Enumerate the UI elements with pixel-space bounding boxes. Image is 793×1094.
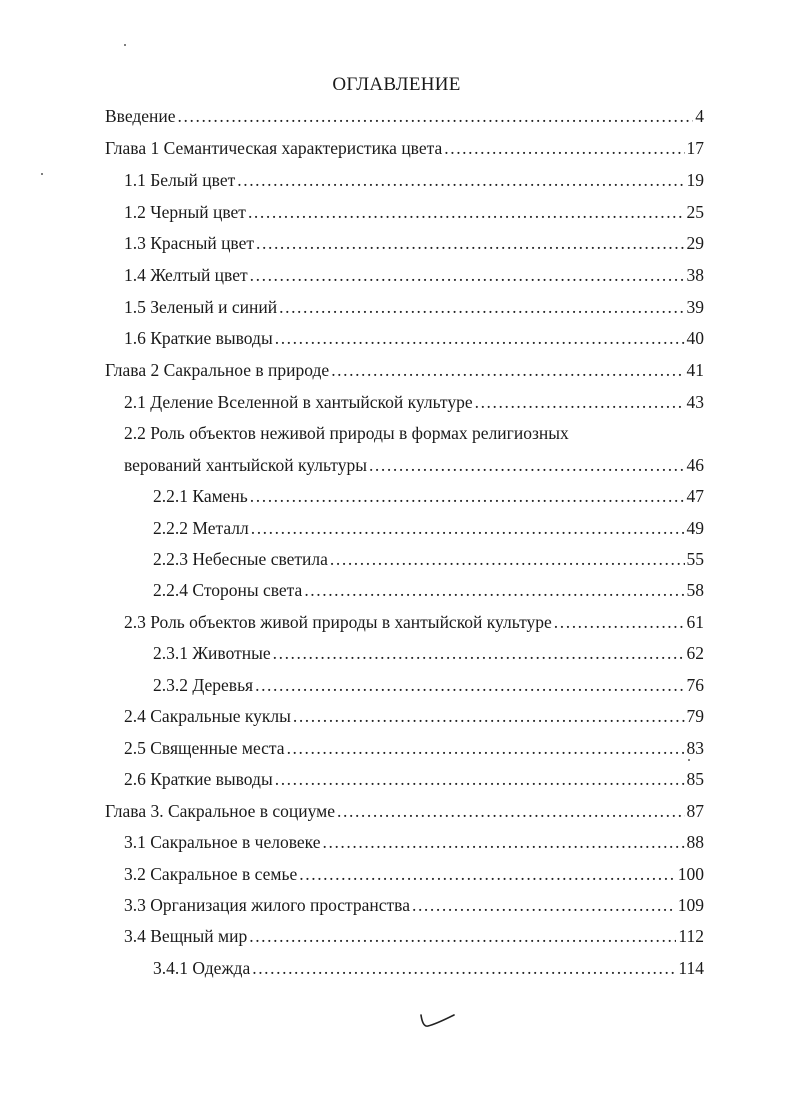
toc-entry-page: 58 xyxy=(686,580,704,600)
toc-entry-label: 3.4 Вещный мир xyxy=(124,926,248,946)
toc-entry-page: 4 xyxy=(695,106,704,126)
toc-entry-page: 87 xyxy=(686,801,704,821)
dot-leader xyxy=(287,738,685,759)
toc-entry-2-1 xyxy=(124,392,704,416)
toc-entry-2-6 xyxy=(124,769,704,793)
dot-leader xyxy=(250,265,685,286)
handwritten-mark xyxy=(418,1012,458,1032)
toc-entry-label: 3.2 Сакральное в семье xyxy=(124,864,298,884)
toc-entry-label: 2.2.3 Небесные светила xyxy=(153,549,328,569)
toc-entry-2-2 xyxy=(124,455,704,479)
toc-entry-label: 3.4.1 Одежда xyxy=(153,958,251,978)
toc-entry-3-1 xyxy=(124,832,704,856)
toc-entry-label: 2.3.1 Животные xyxy=(153,643,271,663)
toc-entry-label: Введение xyxy=(105,106,176,126)
toc-entry-page: 100 xyxy=(677,864,704,884)
toc-entry-1-4 xyxy=(124,265,704,289)
toc-entry-label: 1.6 Краткие выводы xyxy=(124,328,273,348)
toc-entry-2-3 xyxy=(124,612,704,636)
toc-entry-1-6 xyxy=(124,328,704,352)
dot-leader xyxy=(554,612,685,633)
dot-leader xyxy=(299,864,675,885)
toc-entry-page: 29 xyxy=(686,233,704,253)
toc-entry-label: 3.3 Организация жилого пространства xyxy=(124,895,410,915)
dot-leader xyxy=(412,895,676,916)
toc-entry-1-1 xyxy=(124,170,704,194)
dot-leader xyxy=(323,832,685,853)
toc-entry-1-2 xyxy=(124,202,704,226)
dot-leader xyxy=(475,392,685,413)
toc-entry-page: 40 xyxy=(686,328,704,348)
dot-leader xyxy=(249,926,676,947)
toc-entry-page: 39 xyxy=(686,297,704,317)
toc-entry-label: 1.4 Желтый цвет xyxy=(124,265,248,285)
toc-entry-label: 2.1 Деление Вселенной в хантыйской культуре xyxy=(124,392,473,412)
toc-entry-2-3-1 xyxy=(153,643,704,667)
toc-entry-page: 25 xyxy=(686,202,704,222)
toc-entry-2-2-2 xyxy=(153,518,704,542)
dot-leader xyxy=(256,233,684,254)
dot-leader xyxy=(279,297,684,318)
toc-entry-2-2-first-line: 2.2 Роль объектов неживой природы в формах религиозных xyxy=(124,423,569,443)
dot-leader xyxy=(251,518,685,539)
toc-entry-page: 76 xyxy=(686,675,704,695)
toc-entry-page: 46 xyxy=(686,455,704,475)
toc-entry-label: верований хантыйской культуры xyxy=(124,455,367,475)
dot-leader xyxy=(275,769,685,790)
toc-entry-1-5 xyxy=(124,297,704,321)
toc-entry-page: 49 xyxy=(686,518,704,538)
toc-entry-page: 79 xyxy=(686,706,704,726)
toc-entry-label: 2.3.2 Деревья xyxy=(153,675,254,695)
scan-speck xyxy=(124,44,126,46)
toc-entry-label: 2.6 Краткие выводы xyxy=(124,769,273,789)
dot-leader xyxy=(337,801,684,822)
toc-entry-page: 38 xyxy=(686,265,704,285)
toc-entry-1-3 xyxy=(124,233,704,257)
toc-entry-label: 1.2 Черный цвет xyxy=(124,202,246,222)
toc-entry-page: 19 xyxy=(686,170,704,190)
toc-entry-label: 1.5 Зеленый и синий xyxy=(124,297,278,317)
toc-entry-3-3 xyxy=(124,895,704,919)
toc-entry-label: 3.1 Сакральное в человеке xyxy=(124,832,321,852)
dot-leader xyxy=(330,549,685,570)
dot-leader xyxy=(304,580,684,601)
scan-speck xyxy=(688,759,690,761)
dot-leader xyxy=(444,138,684,159)
toc-entry-2-2-3 xyxy=(153,549,704,573)
toc-entry-label: Глава 2 Сакральное в природе xyxy=(105,360,330,380)
toc-entry-label: 2.3 Роль объектов живой природы в хантыйской культуре xyxy=(124,612,552,632)
toc-entry-label: 2.2.2 Металл xyxy=(153,518,249,538)
dot-leader xyxy=(252,958,676,979)
toc-entry-page: 112 xyxy=(678,926,704,946)
toc-entry-page: 47 xyxy=(686,486,704,506)
toc-entry-page: 88 xyxy=(686,832,704,852)
toc-entry-page: 83 xyxy=(686,738,704,758)
dot-leader xyxy=(255,675,684,696)
toc-entry-2-2-4 xyxy=(153,580,704,604)
toc-entry-introduction xyxy=(105,106,704,130)
toc-entry-label: 2.2.4 Стороны света xyxy=(153,580,303,600)
toc-entry-page: 85 xyxy=(686,769,704,789)
toc-entry-2-4 xyxy=(124,706,704,730)
dot-leader xyxy=(250,486,685,507)
toc-entry-page: 41 xyxy=(686,360,704,380)
dot-leader xyxy=(293,706,685,727)
toc-entry-page: 61 xyxy=(686,612,704,632)
toc-entry-page: 109 xyxy=(677,895,704,915)
dot-leader xyxy=(273,643,685,664)
toc-entry-3-4-1 xyxy=(153,958,704,982)
page-title: ОГЛАВЛЕНИЕ xyxy=(332,74,461,95)
toc-entry-label: Глава 1 Семантическая характеристика цвета xyxy=(105,138,443,158)
toc-entry-label: Глава 3. Сакральное в социуме xyxy=(105,801,336,821)
dot-leader xyxy=(369,455,685,476)
toc-entry-chapter-2 xyxy=(105,360,704,384)
toc-entry-3-2 xyxy=(124,864,704,888)
toc-entry-label: 2.4 Сакральные куклы xyxy=(124,706,291,726)
toc-entry-2-2-1 xyxy=(153,486,704,510)
toc-entry-page: 43 xyxy=(686,392,704,412)
dot-leader xyxy=(248,202,685,223)
toc-entry-label: 2.2.1 Камень xyxy=(153,486,248,506)
toc-entry-chapter-1 xyxy=(105,138,704,162)
dot-leader xyxy=(178,106,694,127)
toc-entry-3-4 xyxy=(124,926,704,950)
toc-entry-label: 2.5 Священные места xyxy=(124,738,285,758)
dot-leader xyxy=(237,170,684,191)
toc-entry-page: 114 xyxy=(678,958,704,978)
toc-entry-page: 62 xyxy=(686,643,704,663)
dot-leader xyxy=(275,328,685,349)
scan-speck xyxy=(41,173,43,175)
toc-entry-label: 1.1 Белый цвет xyxy=(124,170,236,190)
toc-entry-label: 1.3 Красный цвет xyxy=(124,233,255,253)
toc-entry-page: 17 xyxy=(686,138,704,158)
toc-entry-2-5 xyxy=(124,738,704,762)
dot-leader xyxy=(331,360,684,381)
toc-entry-page: 55 xyxy=(686,549,704,569)
toc-entry-2-3-2 xyxy=(153,675,704,699)
toc-entry-chapter-3 xyxy=(105,801,704,825)
